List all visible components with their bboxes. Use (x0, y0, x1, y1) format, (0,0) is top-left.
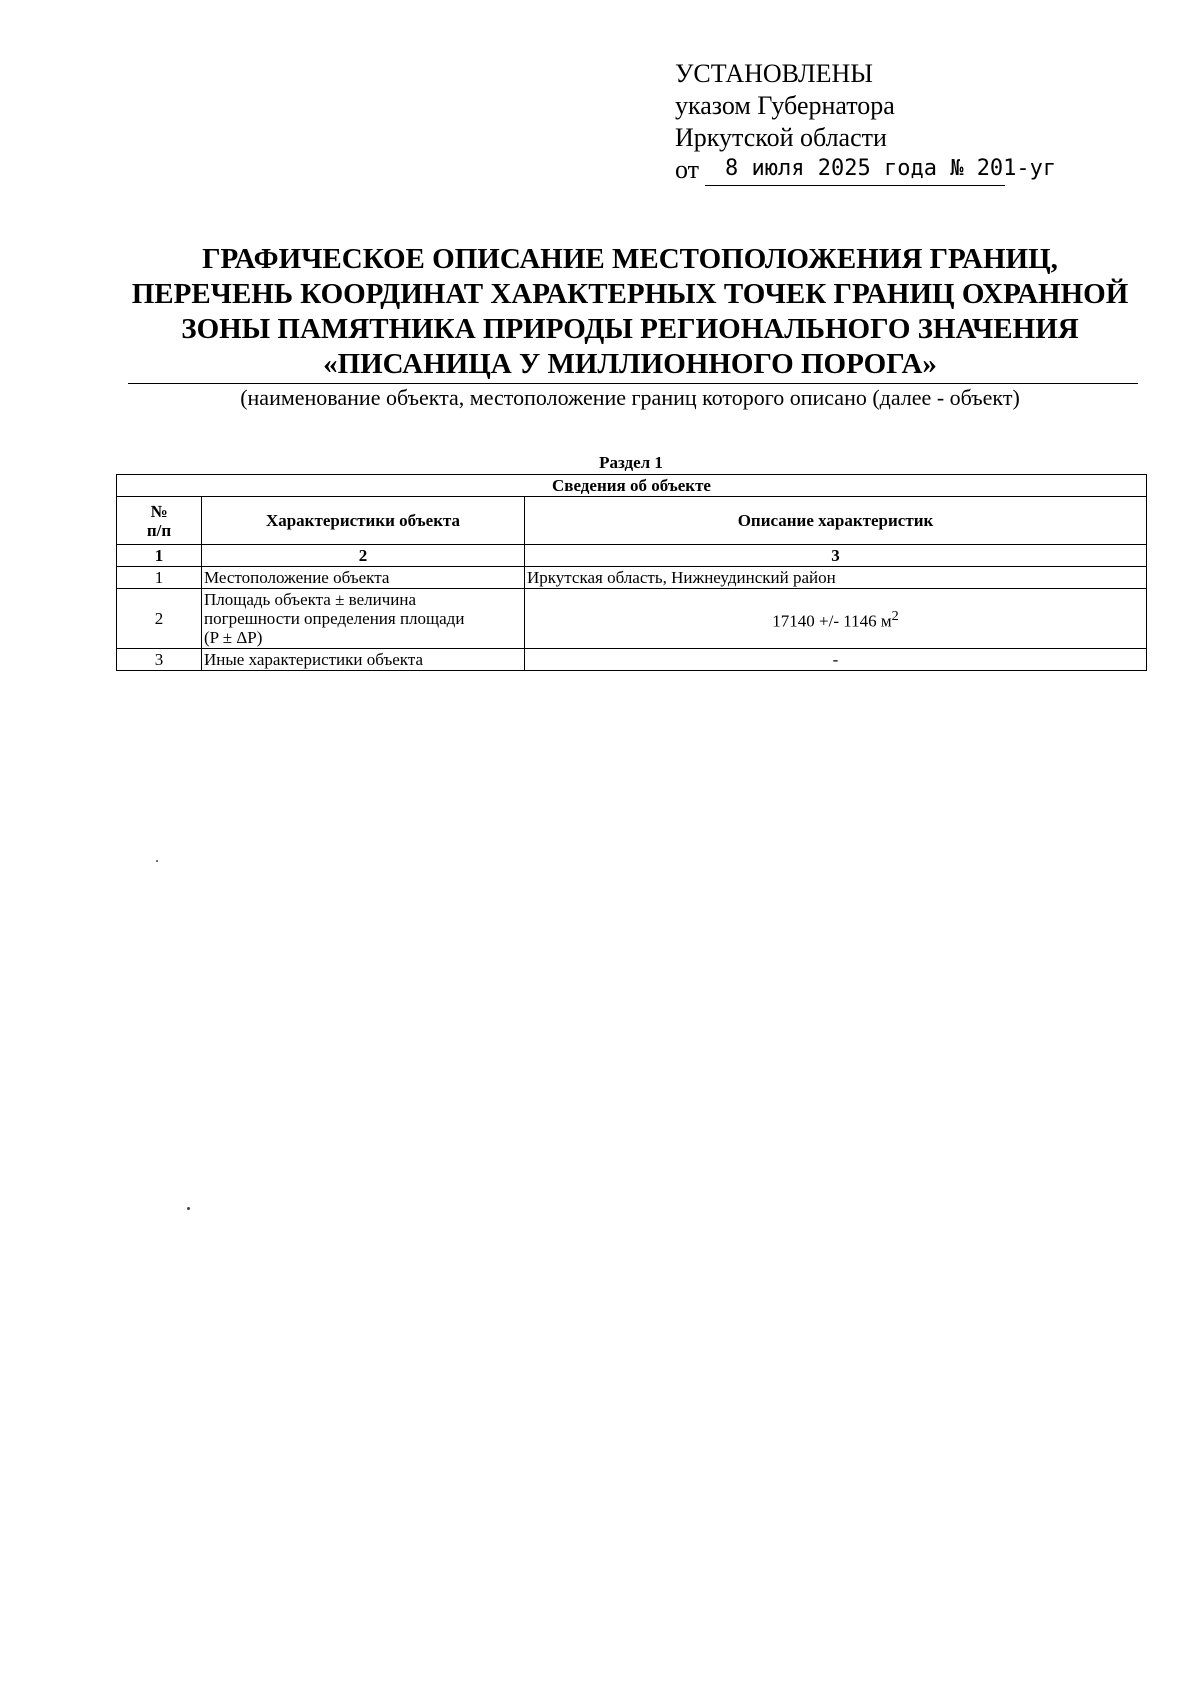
header-num (117, 497, 202, 545)
row-name-line-3: (P ± ΔP) (204, 628, 263, 647)
table-row (117, 589, 1147, 649)
row-name-line-2: погрешности определения площади (204, 609, 465, 628)
header-num-line-2: п/п (146, 520, 172, 540)
row-num: 1 (117, 567, 202, 589)
scan-speck (187, 1207, 190, 1210)
object-info-table (116, 474, 1147, 671)
row-value: - (525, 649, 1147, 671)
row-name (202, 589, 525, 649)
approval-stamp (675, 58, 1095, 186)
approval-date-line (675, 154, 1095, 186)
row-num: 3 (117, 649, 202, 671)
decree-date: 8 июля 2025 года № 201-уг (705, 156, 1005, 186)
area-unit-exponent: 2 (891, 607, 899, 624)
approval-line-1: УСТАНОВЛЕНЫ (675, 59, 873, 88)
from-label: от (675, 155, 700, 184)
approval-line-2: указом Губернатора (675, 91, 895, 120)
table-row (117, 649, 1147, 671)
column-number-row (117, 545, 1147, 567)
row-name-line-1: Площадь объекта ± величина (204, 590, 417, 609)
document-title (120, 242, 1140, 382)
area-value: 17140 +/- 1146 м (772, 611, 892, 631)
col-number-3: 3 (525, 545, 1147, 567)
table-caption-row (117, 475, 1147, 497)
col-number-2: 2 (202, 545, 525, 567)
row-name: Местоположение объекта (202, 567, 525, 589)
row-num: 2 (117, 589, 202, 649)
scan-speck (156, 860, 158, 862)
document-subtitle: (наименование объекта, местоположение границ которого описано (далее - объект) (240, 385, 1020, 410)
table-header-row (117, 497, 1147, 545)
title-line-2: ПЕРЕЧЕНЬ КООРДИНАТ ХАРАКТЕРНЫХ ТОЧЕК ГРАНИЦ ОХРАННОЙ (131, 278, 1129, 310)
row-value (525, 589, 1147, 649)
col-number-1: 1 (117, 545, 202, 567)
header-num-line-1: № (150, 501, 168, 521)
table-caption: Сведения об объекте (117, 475, 1147, 497)
title-line-1: ГРАФИЧЕСКОЕ ОПИСАНИЕ МЕСТОПОЛОЖЕНИЯ ГРАНИЦ, (202, 243, 1058, 275)
table-row (117, 567, 1147, 589)
approval-line-3: Иркутской области (675, 123, 887, 152)
row-name: Иные характеристики объекта (202, 649, 525, 671)
header-characteristics: Характеристики объекта (202, 497, 525, 545)
section-title: Раздел 1 (599, 453, 663, 472)
title-line-3: ЗОНЫ ПАМЯТНИКА ПРИРОДЫ РЕГИОНАЛЬНОГО ЗНАЧЕНИЯ (181, 313, 1079, 345)
header-description: Описание характеристик (525, 497, 1147, 545)
title-line-4: «ПИСАНИЦА У МИЛЛИОННОГО ПОРОГА» (323, 348, 937, 380)
row-value: Иркутская область, Нижнеудинский район (525, 567, 1147, 589)
